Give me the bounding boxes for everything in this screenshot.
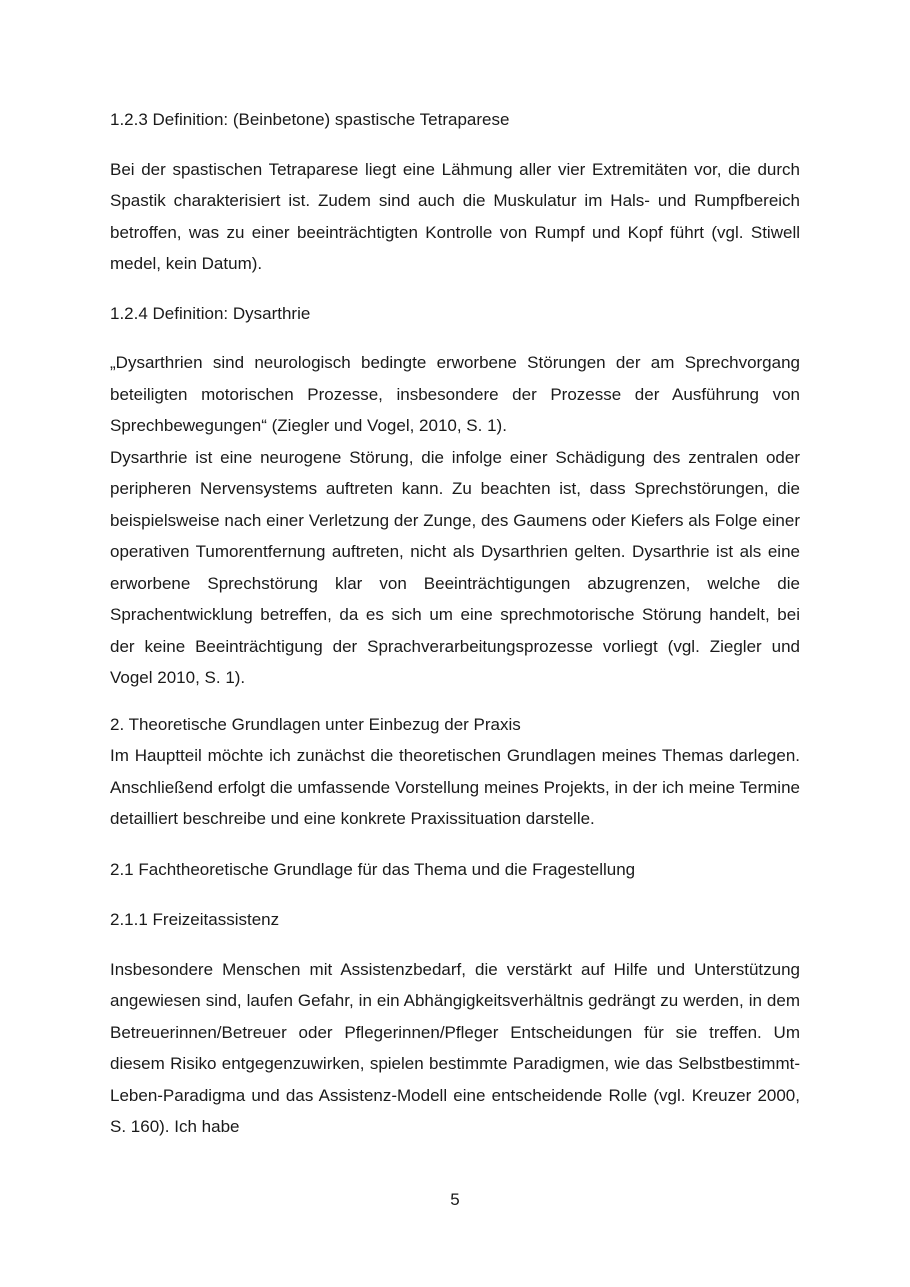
section-heading-2-1: 2.1 Fachtheoretische Grundlage für das Thema und die Fragestellung xyxy=(110,859,636,879)
paragraph-hauptteil: Im Hauptteil möchte ich zunächst die theoretischen Grundlagen meines Themas darlegen. Anschließend erfolgt die umfassende Vorstellung meines Projekts, in der ich meine Termine detailliert beschreibe und eine konkrete Praxissituation darstelle. xyxy=(110,746,800,828)
paragraph-freizeitassistenz: Insbesondere Menschen mit Assistenzbedarf, die verstärkt auf Hilfe und Unterstützung angewiesen sind, laufen Gefahr, in ein Abhängigkeitsverhältnis gedrängt zu werden, in dem Betreuerinnen/Betreuer oder Pflegerinnen/Pfleger Entscheidungen für sie treffen. Um diesem Risiko entgegenzuwirken, spielen bestimmte Paradigmen, wie das Selbstbestimmt-Leben-Paradigma und das Assistenz-Modell eine entscheidende Rolle (vgl. Kreuzer 2000, S. 160). Ich habe xyxy=(110,959,800,1136)
section-heading-2-1-1: 2.1.1 Freizeitassistenz xyxy=(110,910,280,929)
page-number: 5 xyxy=(450,1190,460,1209)
document-page xyxy=(110,104,800,1143)
paragraph-dysarthrie-quote: „Dysarthrien sind neurologisch bedingte erworbene Störungen der am Sprechvorgang beteiligten motorischen Prozesse, insbesondere der Prozesse der Ausführung von Sprechbewegungen“ (Ziegler und Vogel, 2010, S. 1). xyxy=(110,353,800,435)
section-heading-1-2-4: 1.2.4 Definition: Dysarthrie xyxy=(110,303,311,323)
paragraph-dysarthrie-definition: Dysarthrie ist eine neurogene Störung, die infolge einer Schädigung des zentralen oder peripheren Nervensystems auftreten kann. Zu beachten ist, dass Sprechstörungen, die beispielsweise nach einer Verletzung der Zunge, des Gaumens oder Kiefers als Folge einer operativen Tumorentfernung auftreten, nicht als Dysarthrien gelten. Dysarthrie ist als eine erworbene Sprechstörung klar von Beeinträchtigungen abzugrenzen, welche die Sprachentwicklung betreffen, da es sich um eine sprechmotorische Störung handelt, bei der keine Beeinträchtigung der Sprachverarbeitungsprozesse vorliegt (vgl. Ziegler und Vogel 2010, S. 1). xyxy=(110,447,800,687)
section-heading-2: 2. Theoretische Grundlagen unter Einbezug der Praxis xyxy=(110,714,521,734)
paragraph-tetraparese: Bei der spastischen Tetraparese liegt eine Lähmung aller vier Extremitäten vor, die durch Spastik charakterisiert ist. Zudem sind auch die Muskulatur im Hals- und Rumpfbereich betroffen, was zu einer beeinträchtigten Kontrolle von Rumpf und Kopf führt (vgl. Stiwell medel, kein Datum). xyxy=(110,159,800,273)
section-heading-1-2-3: 1.2.3 Definition: (Beinbetone) spastische Tetraparese xyxy=(110,110,510,129)
